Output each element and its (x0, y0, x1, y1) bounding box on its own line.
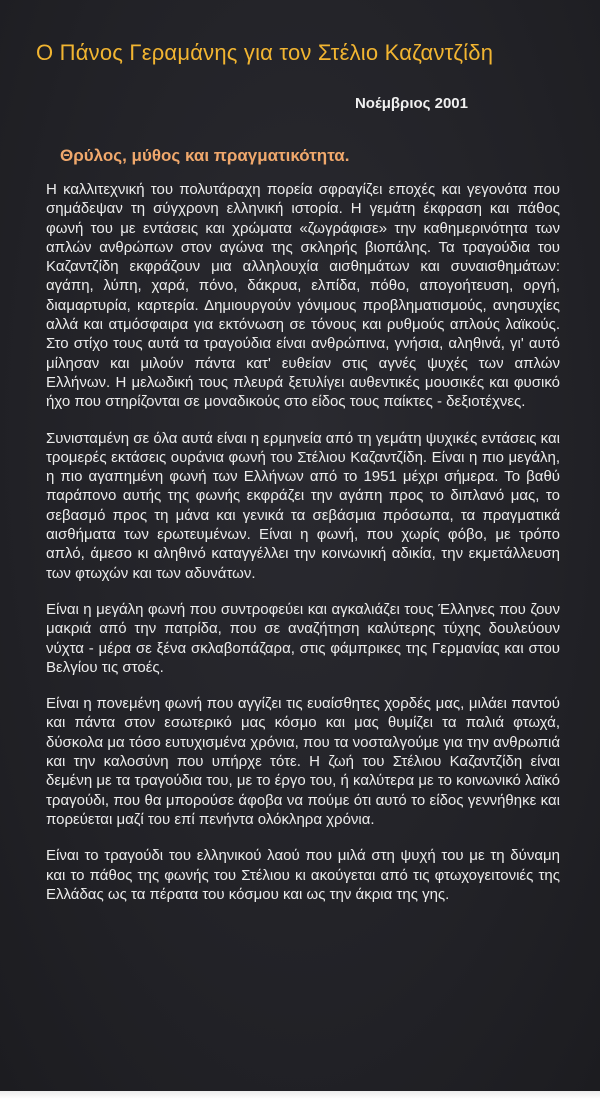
paragraph-2: Συνισταμένη σε όλα αυτά είναι η ερμηνεία από τη γεμάτη ψυχικές εντάσεις και τρομερές εκτάσεις ουράνια φωνή του Στέλιου Καζαντζίδη. Είναι η πιο μεγάλη, η πιο αγαπημένη φωνή των Ελλήνων από το 1951 μέχρι σήμερα. Το βαθύ παράπονο αυτής της φωνής εκφράζει την αγάπη προς το διπλανό μας, το σεβασμό προς τη μάνα και γενικά τα σεβάσμια πρόσωπα, τα πραγματικά αισθήματα των ερωτευμένων. Είναι η φωνή, που χωρίς φόβο, με τρόπο απλό, άμεσο κι αληθινό καταγγέλλει την κοινωνική αδικία, την εκμετάλλευση των φτωχών και των αδυνάτων. (46, 429, 560, 582)
article-body (46, 180, 560, 921)
page-edge (0, 1091, 600, 1099)
paragraph-1: Η καλλιτεχνική του πολυτάραχη πορεία σφραγίζει εποχές και γεγονότα που σημάδεψαν τη σύγχρονη ελληνική ιστορία. Η γεμάτη έκφραση και πάθος φωνή του με εντάσεις και χρώματα «ζωγράφισε» την καθημερινότητα των απλών ανθρώπων στον αγώνα της σκληρής βιοπάλης. Τα τραγούδια του Καζαντζίδη εκφράζουν μια αλληλουχία αισθημάτων και συναισθημάτων: αγάπη, λύπη, χαρά, πόνο, δάκρυα, ελπίδα, πόθο, απογοήτευση, οργή, διαμαρτυρία, καρτερία. Δημιουργούν γόνιμους προβληματισμούς, ανησυχίες αλλά και ατμόσφαιρα για εκτόνωση σε τόνους και ρυθμούς απλούς λαϊκούς. Στο στίχο τους αυτά τα τραγούδια είναι ανθρώπινα, γνήσια, αληθινά, γι' αυτό μίλησαν και μιλούν πάντα κατ' ευθείαν στις αγνές ψυχές των απλών Ελλήνων. Η μελωδική τους πλευρά ξετυλίγει αυθεντικές μουσικές και φυσικό ήχο που στηρίζονται σε μοναδικούς στο είδος τους παίκτες - δεξιοτέχνες. (46, 181, 560, 411)
article-subtitle: Θρύλος, μύθος και πραγματικότητα. (60, 146, 350, 165)
publication-date: Νοέμβριος 2001 (354, 95, 468, 112)
paragraph-5: Είναι το τραγούδι του ελληνικού λαού που μιλά στη ψυχή του με τη δύναμη και το πάθος της φωνής του Στέλιου κι ακούγεται από τις φτωχογειτονιές της Ελλάδας ως τα πέρατα του κόσμου και ως την άκρια της γης. (46, 847, 560, 903)
paragraph-4: Είναι η πονεμένη φωνή που αγγίζει τις ευαίσθητες χορδές μας, μιλάει παντού και πάντα στον εσωτερικό μας κόσμο και μας θυμίζει τα παλιά φτωχά, δύσκολα μα τόσο ευτυχισμένα χρόνια, που τα νοσταλγούμε για την ανθρωπιά και την καλοσύνη που υπήρχε τότε. Η ζωή του Στέλιου Καζαντζίδη είναι δεμένη με τα τραγούδια του, με το έργο του, ή καλύτερα με το κοινωνικό λαϊκό τραγούδι, που θα μπορούσε άφοβα να πούμε ότι αυτό το είδος γεννήθηκε και πορεύεται μαζί του επί πενήντα ολόκληρα χρόνια. (46, 695, 560, 828)
page-title: Ο Πάνος Γεραμάνης για τον Στέλιο Καζαντζίδη (36, 40, 494, 65)
paragraph-3: Είναι η μεγάλη φωνή που συντροφεύει και αγκαλιάζει τους Έλληνες που ζουν μακριά από την πατρίδα, που σε αναζήτηση καλύτερης τύχης δουλεύουν νύχτα - μέρα σε ξένα σκλαβοπάζαρα, στις φάμπρικες της Γερμανίας και στου Βελγίου τις στοές. (46, 600, 560, 676)
